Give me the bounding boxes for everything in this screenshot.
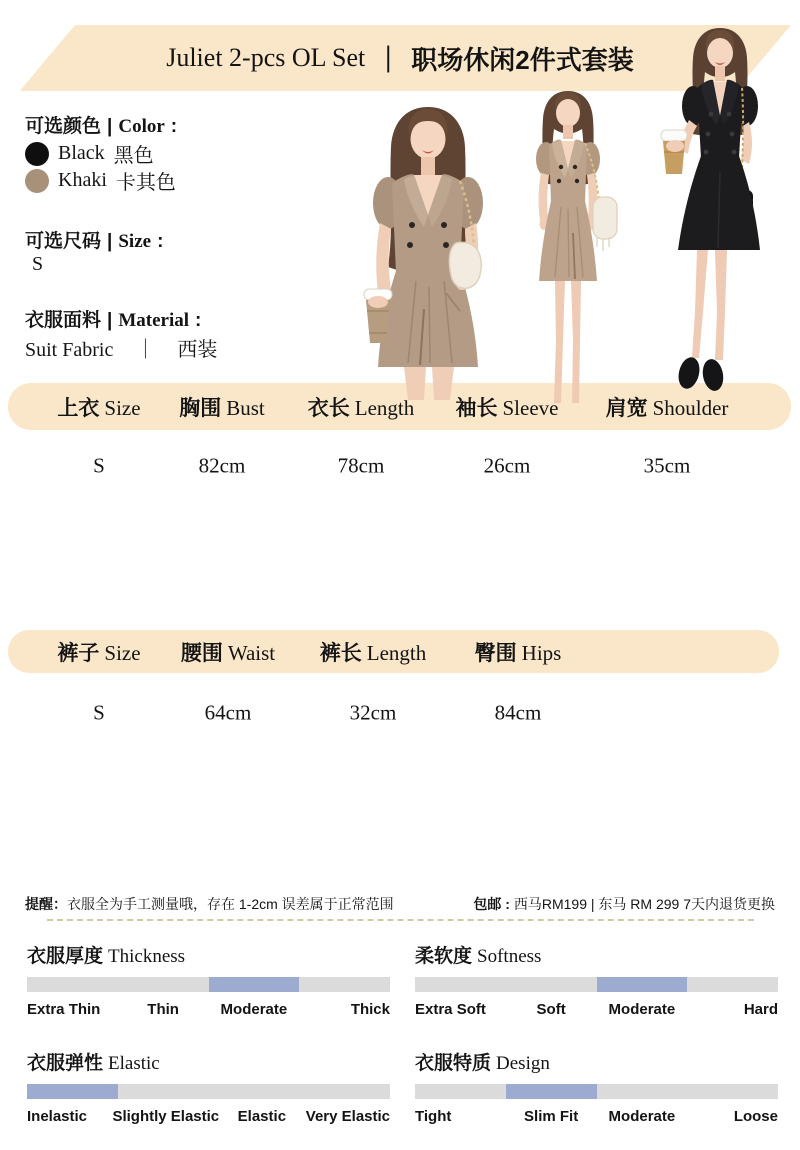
bar-segment (118, 977, 209, 992)
shipping-note (473, 894, 775, 914)
design-bar (415, 1084, 778, 1099)
bottom-table-header-size: 裤子 Size (57, 641, 141, 665)
level-label: Extra Soft (415, 1001, 486, 1018)
color-option-black (25, 139, 154, 168)
shipping-note-label: 包邮 : (473, 896, 510, 912)
level-label: Hard (743, 1001, 778, 1018)
elastic-meter (27, 1048, 390, 1125)
level-label: Elastic (237, 1108, 287, 1125)
top-table-header-size: 上衣 Size (57, 396, 141, 420)
level-label: Soft (536, 1001, 566, 1018)
bottom-table-header-waist: 腰围 Waist (180, 641, 276, 665)
page-title-en: Juliet 2-pcs OL Set (166, 43, 366, 72)
size-value: S (32, 253, 44, 275)
color-name-zh: 卡其色 (115, 172, 176, 194)
bottom-table-value-size: S (93, 700, 105, 725)
bottom-table-header-length: 裤长 Length (319, 641, 427, 665)
color-name-zh: 黑色 (113, 145, 154, 167)
shipping-note-text: 西马RM199 | 东马 RM 299 7天内退货更换 (513, 896, 775, 912)
material-value-zh: 西装 (177, 339, 218, 361)
page-title-separator: ｜ (375, 44, 402, 75)
top-table-value-shoulder: 35cm (643, 453, 691, 478)
softness-meter (415, 941, 778, 1018)
level-label: Loose (733, 1108, 778, 1125)
level-label: Extra Thin (27, 1001, 101, 1018)
bar-segment (299, 1084, 390, 1099)
level-label: Inelastic (27, 1108, 88, 1125)
page-title-zh: 职场休闲2件式套装 (411, 44, 634, 75)
measurement-note-label: 提醒： (25, 896, 67, 912)
color-name-en: Khaki (58, 169, 107, 191)
model-illustration (645, 22, 795, 395)
bar-segment (299, 977, 390, 992)
measurement-note-text: 衣服全为手工测量哦，存在 1-2cm 误差属于正常范围 (67, 896, 394, 912)
bar-segment (506, 1084, 597, 1099)
top-table-value-sleeve: 26cm (483, 453, 531, 478)
color-option-khaki (25, 166, 176, 195)
bottom-table-header-hips: 臀围 Hips (474, 641, 562, 665)
top-table-value-length: 78cm (337, 453, 385, 478)
elastic-bar (27, 1084, 390, 1099)
level-label: Moderate (220, 1001, 288, 1018)
bar-segment (118, 1084, 209, 1099)
bar-segment (506, 977, 597, 992)
bar-segment (415, 977, 506, 992)
thickness-levels (27, 1001, 390, 1018)
thickness-meter (27, 941, 390, 1018)
color-heading-zh: 可选颜色 (25, 116, 102, 137)
bar-segment (209, 977, 300, 992)
elastic-label: 衣服弹性 Elastic (27, 1053, 160, 1074)
level-label: Slim Fit (524, 1108, 579, 1125)
bar-segment (687, 1084, 778, 1099)
design-label: 衣服特质 Design (415, 1053, 550, 1074)
color-name-en: Black (58, 142, 105, 164)
thickness-bar (27, 977, 390, 992)
size-heading-zh: 可选尺码 (25, 231, 102, 252)
heading-colon: : (157, 231, 164, 252)
level-label: Moderate (608, 1108, 676, 1125)
level-label: Slightly Elastic (112, 1108, 220, 1125)
top-table-header-bust: 胸围 Bust (179, 396, 265, 420)
bottom-table-value-hips: 84cm (494, 700, 542, 725)
bar-segment (27, 977, 118, 992)
material-value-en: Suit Fabric (25, 339, 114, 361)
bar-segment (597, 1084, 688, 1099)
softness-label: 柔软度 Softness (415, 946, 542, 967)
level-label: Very Elastic (305, 1108, 391, 1125)
softness-bar (415, 977, 778, 992)
bar-segment (209, 1084, 300, 1099)
model-illustration (328, 95, 515, 400)
black-color-swatch (25, 142, 49, 166)
khaki-color-swatch (25, 169, 49, 193)
product-photo-black-fullbody (645, 22, 795, 395)
material-value (25, 333, 217, 362)
heading-divider: | (107, 231, 113, 252)
design-levels (415, 1108, 778, 1125)
bottom-table-value-waist: 64cm (204, 700, 252, 725)
dashed-divider (47, 919, 754, 921)
level-label: Thick (350, 1001, 390, 1018)
thickness-label: 衣服厚度 Thickness (27, 946, 186, 967)
material-section-heading (25, 305, 201, 332)
model-illustration (505, 85, 648, 403)
product-photo-khaki-closeup (328, 95, 515, 400)
heading-divider: | (107, 310, 113, 331)
top-table-value-bust: 82cm (198, 453, 246, 478)
heading-colon: : (170, 116, 178, 137)
elastic-levels (27, 1108, 390, 1125)
top-table-header-sleeve: 袖长 Sleeve (455, 396, 559, 420)
heading-colon: : (195, 310, 202, 331)
top-table-header-length: 衣长 Length (307, 396, 415, 420)
bar-segment (415, 1084, 506, 1099)
top-table-header-shoulder: 肩宽 Shoulder (605, 396, 729, 420)
product-photo-khaki-fullbody (505, 85, 648, 403)
level-label: Moderate (608, 1001, 676, 1018)
measurement-note (25, 894, 394, 914)
bar-segment (27, 1084, 118, 1099)
heading-divider: | (107, 116, 113, 137)
softness-levels (415, 1001, 778, 1018)
material-heading-en: Material (118, 310, 190, 331)
color-section-heading (25, 111, 177, 138)
level-label: Thin (147, 1001, 179, 1018)
material-divider: ｜ (135, 339, 156, 361)
bar-segment (687, 977, 778, 992)
level-label: Tight (415, 1108, 452, 1125)
bottom-table-value-length: 32cm (349, 700, 397, 725)
size-heading-en: Size (118, 231, 152, 252)
material-heading-zh: 衣服面料 (25, 310, 102, 331)
top-table-value-size: S (93, 453, 105, 478)
design-meter (415, 1048, 778, 1125)
size-section-heading (25, 226, 163, 253)
bar-segment (597, 977, 688, 992)
color-heading-en: Color (118, 116, 165, 137)
